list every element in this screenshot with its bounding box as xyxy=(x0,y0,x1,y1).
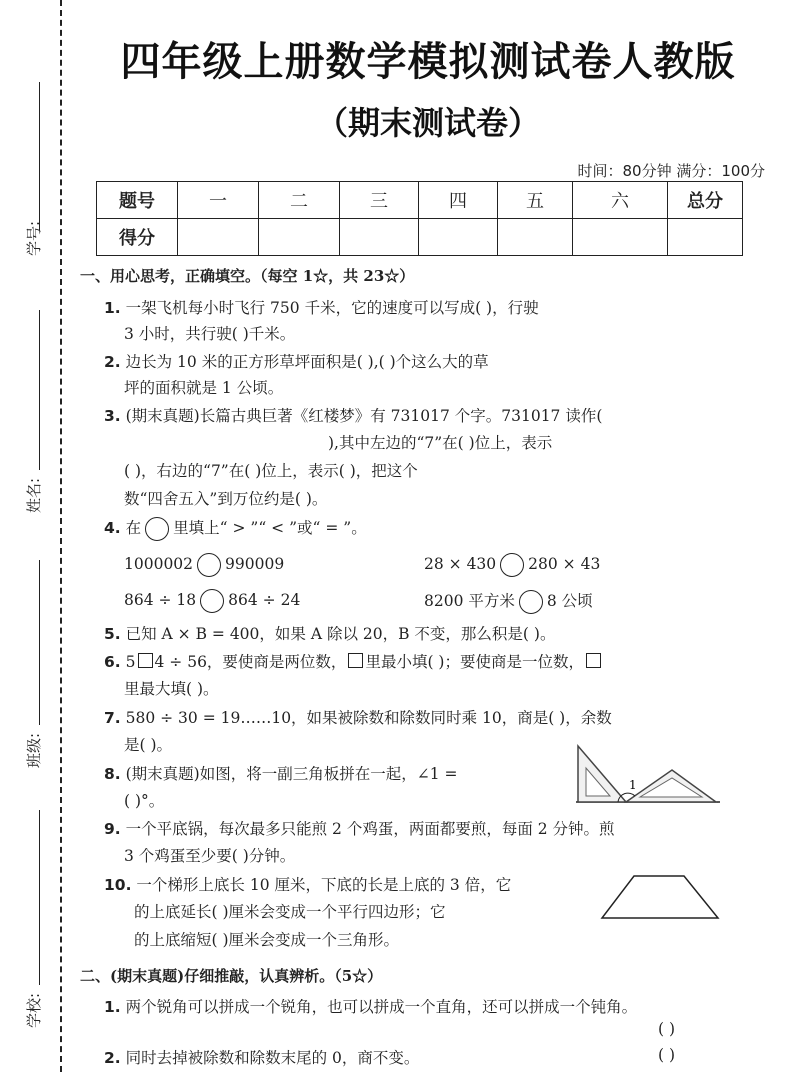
row-label-cell: 得分 xyxy=(97,219,178,256)
question-text: 里填上“ > ”“ < ”或“ = ”。 xyxy=(173,519,367,537)
header-cell: 三 xyxy=(340,182,419,219)
trapezoid-figure xyxy=(598,872,722,922)
question-text: 两个锐角可以拼成一个锐角，也可以拼成一个直角，还可以拼成一个钝角。 xyxy=(125,998,638,1016)
question-3-cont: ),其中左边的“7”在( )位上，表示 xyxy=(328,434,553,452)
score-table xyxy=(96,181,743,256)
compare-item xyxy=(124,553,284,577)
question-text: 里最小填( )；要使商是一位数， xyxy=(365,653,584,671)
question-number: 8. xyxy=(104,765,121,783)
question-10-cont: 的上底延长( )厘米会变成一个平行四边形；它 xyxy=(134,903,446,921)
question-2 xyxy=(104,350,489,372)
student-no-line xyxy=(39,82,40,230)
question-number: 10. xyxy=(104,876,132,894)
question-9-cont: 3 个鸡蛋至少要( )分钟。 xyxy=(124,847,296,865)
student-no-label: 学号: xyxy=(25,220,44,257)
class-label: 班级: xyxy=(25,732,44,769)
score-input-cell[interactable] xyxy=(419,219,498,256)
header-cell: 五 xyxy=(498,182,573,219)
class-line xyxy=(39,560,40,725)
question-number: 5. xyxy=(104,625,121,643)
question-text: 在 xyxy=(125,519,142,537)
answer-paren[interactable]: ( ) xyxy=(658,1046,676,1064)
question-10 xyxy=(104,873,511,895)
question-3 xyxy=(104,404,602,426)
question-text: (期末真题)长篇古典巨著《红楼梦》有 731017 个字。731017 读作( xyxy=(125,407,603,425)
judge-question-1 xyxy=(104,995,637,1017)
question-8-cont: ( )°。 xyxy=(124,792,165,810)
header-cell: 二 xyxy=(259,182,340,219)
question-6 xyxy=(104,650,603,672)
compare-circle[interactable] xyxy=(519,590,543,614)
score-table-header-row xyxy=(97,182,743,219)
question-number: 2. xyxy=(104,1049,121,1067)
score-input-cell[interactable] xyxy=(259,219,340,256)
question-number: 4. xyxy=(104,519,121,537)
exam-info: 时间：80分钟 满分：100分 xyxy=(577,162,765,180)
question-text: 一架飞机每小时飞行 750 千米，它的速度可以写成( )，行驶 xyxy=(125,299,539,317)
question-10-cont: 的上底缩短( )厘米会变成一个三角形。 xyxy=(134,931,400,949)
header-cell: 六 xyxy=(573,182,668,219)
square-blank-icon xyxy=(138,653,153,668)
question-4 xyxy=(104,516,367,541)
score-input-cell[interactable] xyxy=(498,219,573,256)
question-text: 4 ÷ 56，要使商是两位数， xyxy=(154,653,347,671)
compare-item xyxy=(424,553,600,577)
question-text: 5 xyxy=(125,653,136,671)
question-number: 6. xyxy=(104,653,121,671)
question-text: 同时去掉被除数和除数末尾的 0，商不变。 xyxy=(125,1049,420,1067)
question-number: 7. xyxy=(104,709,121,727)
binding-dashed-line xyxy=(60,0,62,1072)
section-1-heading: 一、用心思考，正确填空。（每空 1☆，共 23☆） xyxy=(80,267,415,285)
header-cell: 总分 xyxy=(668,182,743,219)
compare-item xyxy=(124,589,300,613)
angle-label: 1 xyxy=(629,778,637,792)
question-number: 9. xyxy=(104,820,121,838)
question-number: 3. xyxy=(104,407,121,425)
question-3-cont: ( )，右边的“7”在( )位上，表示( )，把这个 xyxy=(124,462,418,480)
question-9 xyxy=(104,817,615,839)
square-blank-icon xyxy=(586,653,601,668)
section-2-heading: 二、(期末真题)仔细推敲，认真辨析。（5☆） xyxy=(80,967,383,985)
question-1-cont: 3 小时，共行驶( )千米。 xyxy=(124,325,296,343)
header-cell: 一 xyxy=(178,182,259,219)
compare-circle[interactable] xyxy=(197,553,221,577)
question-text: 边长为 10 米的正方形草坪面积是( ),( )个这么大的草 xyxy=(125,353,489,371)
question-6-cont: 里最大填( )。 xyxy=(124,680,219,698)
question-number: 1. xyxy=(104,998,121,1016)
header-cell: 题号 xyxy=(97,182,178,219)
compare-left: 28 × 430 xyxy=(424,555,497,573)
name-line xyxy=(39,310,40,470)
question-1 xyxy=(104,296,539,318)
name-label: 姓名: xyxy=(25,477,44,514)
answer-paren[interactable]: ( ) xyxy=(658,1020,676,1038)
question-number: 1. xyxy=(104,299,121,317)
compare-item xyxy=(424,589,593,614)
page-title: 四年级上册数学模拟测试卷人教版 xyxy=(120,39,736,85)
compare-left: 8200 平方米 xyxy=(424,592,515,610)
compare-circle[interactable] xyxy=(200,589,224,613)
compare-right: 990009 xyxy=(225,555,285,573)
compare-left: 1000002 xyxy=(124,555,194,573)
set-square-figure xyxy=(574,740,724,806)
question-text: 580 ÷ 30 = 19……10，如果被除数和除数同时乘 10，商是( )，余数 xyxy=(125,709,612,727)
score-input-cell[interactable] xyxy=(573,219,668,256)
judge-question-2 xyxy=(104,1046,419,1068)
question-5 xyxy=(104,622,555,644)
page-subtitle: （期末测试卷） xyxy=(315,104,540,142)
compare-left: 864 ÷ 18 xyxy=(124,591,197,609)
question-text: 一个平底锅，每次最多只能煎 2 个鸡蛋，两面都要煎，每面 2 分钟。煎 xyxy=(125,820,615,838)
circle-blank-icon xyxy=(145,517,169,541)
question-7 xyxy=(104,706,612,728)
question-text: 已知 A × B = 400，如果 A 除以 20，B 不变，那么积是( )。 xyxy=(125,625,556,643)
score-input-cell[interactable] xyxy=(668,219,743,256)
question-7-cont: 是( )。 xyxy=(124,736,173,754)
compare-right: 280 × 43 xyxy=(528,555,601,573)
header-cell: 四 xyxy=(419,182,498,219)
square-blank-icon xyxy=(348,653,363,668)
question-3-cont: 数“四舍五入”到万位约是( )。 xyxy=(124,490,328,508)
question-text: (期末真题)如图，将一副三角板拼在一起，∠1 = xyxy=(125,765,458,783)
score-input-cell[interactable] xyxy=(178,219,259,256)
compare-right: 8 公顷 xyxy=(546,592,593,610)
score-input-cell[interactable] xyxy=(340,219,419,256)
question-text: 一个梯形上底长 10 厘米，下底的长是上底的 3 倍，它 xyxy=(136,876,512,894)
school-label: 学校: xyxy=(25,992,44,1029)
compare-right: 864 ÷ 24 xyxy=(228,591,301,609)
score-table-score-row xyxy=(97,219,743,256)
school-line xyxy=(39,810,40,985)
question-number: 2. xyxy=(104,353,121,371)
compare-circle[interactable] xyxy=(500,553,524,577)
question-2-cont: 坪的面积就是 1 公顷。 xyxy=(124,379,284,397)
question-8 xyxy=(104,762,457,784)
